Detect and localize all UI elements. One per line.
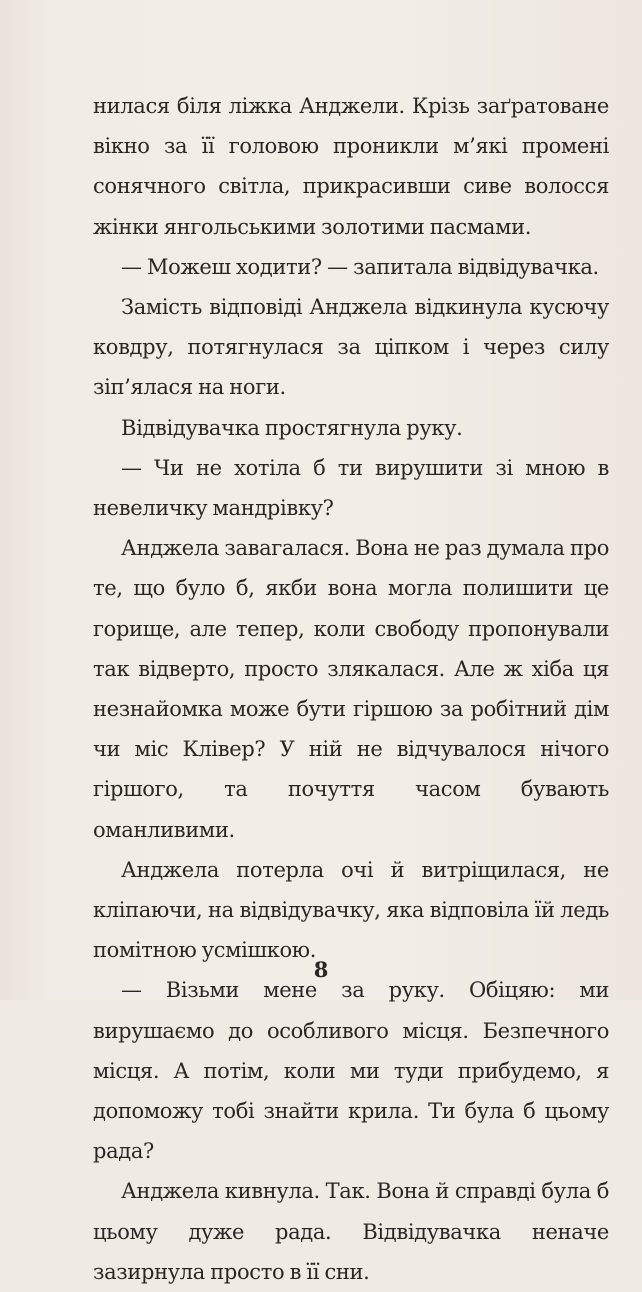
paragraph-4: Відвідувачка простягнула руку.	[121, 415, 463, 440]
paragraph-5: — Чи не хотіла б ти вирушити зі мною в невеличку мандрівку?	[93, 455, 609, 521]
paragraph-7: Анджела потерла очі й витріщилася, не кліпаючи, на відвідувачку, яка відповіла їй ледь помітною усмішкою.	[93, 857, 609, 963]
paragraph-9: Анджела кивнула. Так. Вона й справді була б цьому дуже рада. Відвідувачка неначе зазирнула просто в її сни.	[93, 1179, 609, 1284]
page-number: 8	[313, 957, 329, 982]
paragraph-1: нилася біля ліжка Анджели. Крізь заґратоване вікно за її головою проникли м’які промені сонячного світла, прикрасивши сиве волосся жінки янгольськими золотими пасмами.	[93, 94, 609, 239]
paragraph-3: Замість відповіді Анджела відкинула кусючу ковдру, потягнулася за ціпком і через силу зіп’ялася на ноги.	[93, 295, 609, 400]
paragraph-8: — Візьми мене за руку. Обіцяю: ми вирушаємо до особливого місця. Безпечного місця. А потім, коли ми туди прибудемо, я допоможу тобі знайти крила. Ти була б цьому рада?	[93, 978, 609, 1164]
paragraph-2: — Можеш ходити? — запитала відвідувачка.	[121, 254, 599, 279]
paragraph-6: Анджела завагалася. Вона не раз думала про те, що було б, якби вона могла полишити це горище, але тепер, коли свободу пропонували так відверто, просто злякалася. Але ж хіба ця незнайомка може бути гіршою за робітний дім чи міс Клівер? У ній не відчувалося нічого гіршого, та почуття часом бувають оманливими.	[93, 536, 609, 842]
body-text	[93, 86, 609, 1292]
